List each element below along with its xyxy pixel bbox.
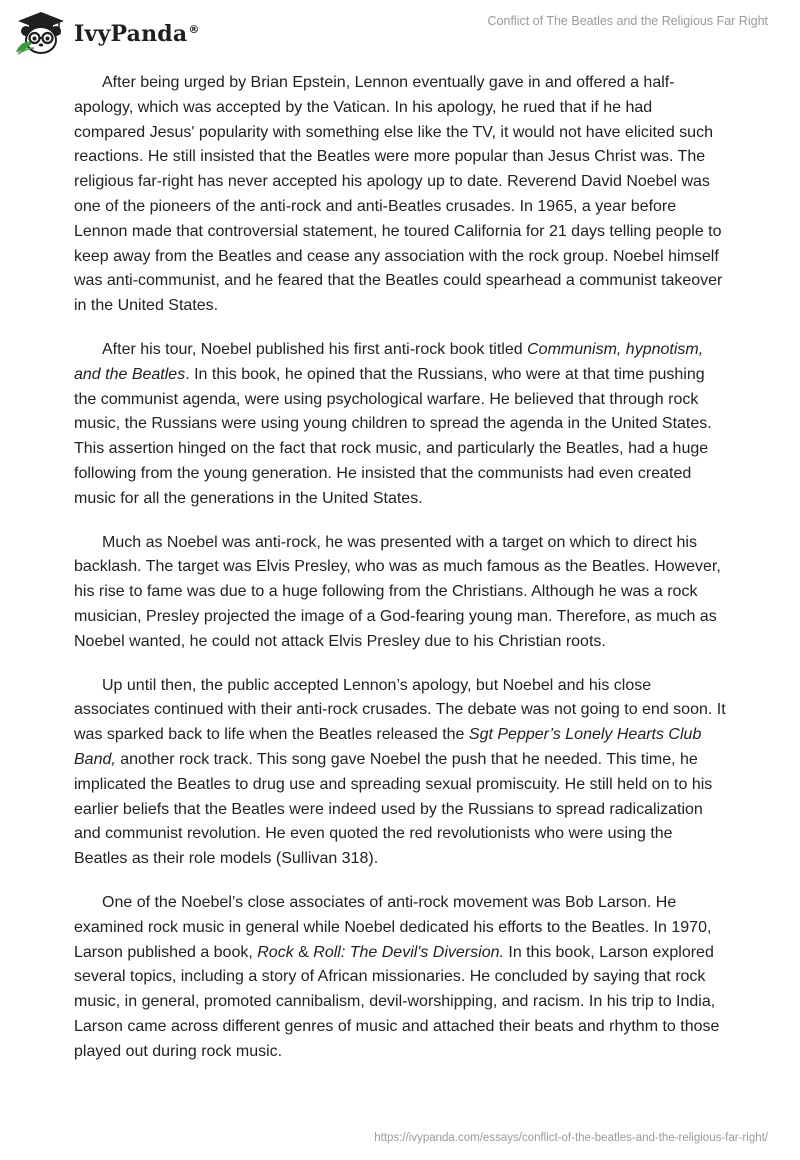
paragraph-text: One of the Noebel’s close associates of anti-rock movement was Bob Larson. He examined rock music in general while Noebel dedicated his efforts to the Beatles. In 1970, Larson published a book, xyxy=(74,893,712,961)
logo-wordmark: IvyPanda® xyxy=(74,21,200,47)
paragraph xyxy=(74,71,726,319)
paragraph xyxy=(74,674,726,872)
paragraph-text: In this book, Larson explored several topics, including a story of African missionaries. He concluded by saying that rock music, in general, promoted cannibalism, devil-worshipping, and racism. In his trip to India, Larson came across different genres of music and attached their beats and rhythm to those played out during rock music. xyxy=(74,943,720,1060)
book-title: Roll: The Devil's Diversion. xyxy=(313,943,504,961)
source-url[interactable]: https://ivypanda.com/essays/conflict-of-the-beatles-and-the-religious-far-right/ xyxy=(374,1132,768,1144)
paragraph-text: Up until then, the public accepted Lennon’s apology, but Noebel and his close associates continued with their anti-rock crusades. The debate was not going to end soon. It was sparked back to life when the Beatles released the xyxy=(74,676,726,744)
album-title: Sgt Pepper’s Lonely Hearts Club Band, xyxy=(74,726,702,768)
paragraph-text: After his tour, Noebel published his first anti-rock book titled xyxy=(102,340,528,358)
paragraph xyxy=(74,531,726,655)
paragraph-text: & xyxy=(293,943,314,961)
essay-body xyxy=(74,71,726,1083)
paragraph-text: Much as Noebel was anti-rock, he was presented with a target on which to direct his backlash. The target was Elvis Presley, who was as much famous as the Beatles. However, his rise to fame was due to a huge following from the Christians. Although he was a rock musician, Presley projected the image of a God-fearing young man. Therefore, as much as Noebel wanted, he could not attack Elvis Presley due to his Christian roots. xyxy=(74,533,721,650)
page-header xyxy=(0,0,800,60)
paragraph-text: After being urged by Brian Epstein, Lennon eventually gave in and offered a half-apology, which was accepted by the Vatican. In his apology, he rued that if he had compared Jesus' popularity with something else like the TV, it would not have elicited such reactions. He still insisted that the Beatles were more popular than Jesus Christ was. The religious far-right has never accepted his apology up to date. Reverend David Noebel was one of the pioneers of the anti-rock and anti-Beatles crusades. In 1965, a year before Lennon made that controversial statement, he toured California for 21 days telling people to keep away from the Beatles and cease any association with the rock group. Noebel himself was anti-communist, and he feared that the Beatles could spearhead a communist takeover in the United States. xyxy=(74,74,723,315)
book-title: Communism, hypnotism, and the Beatles xyxy=(74,340,704,383)
paragraph-text: another rock track. This song gave Noebel the push that he needed. This time, he implicated the Beatles to drug use and spreading sexual promiscuity. He still held on to his earlier beliefs that the Beatles were indeed used by the Russians to spread radicalization and communist revolution. He even quoted the red revolutionists who were using the Beatles as their role models (Sullivan 318). xyxy=(74,750,713,868)
paragraph xyxy=(74,338,726,512)
panda-graduate-icon xyxy=(14,10,68,56)
ivypanda-logo[interactable] xyxy=(14,10,200,56)
paragraph-text: . In this book, he opined that the Russians, who were at that time pushing the communist agenda, were using psychological warfare. He believed that through rock music, the Russians were using young children to spread the agenda in the United States. This assertion hinged on the fact that rock music, and particularly the Beatles, had a huge following from the young generation. He insisted that the communists had even created music for all the generations in the United States. xyxy=(74,365,712,507)
paragraph xyxy=(74,891,726,1065)
document-title: Conflict of The Beatles and the Religious Far Right xyxy=(487,14,768,28)
book-title: Rock xyxy=(257,943,294,961)
